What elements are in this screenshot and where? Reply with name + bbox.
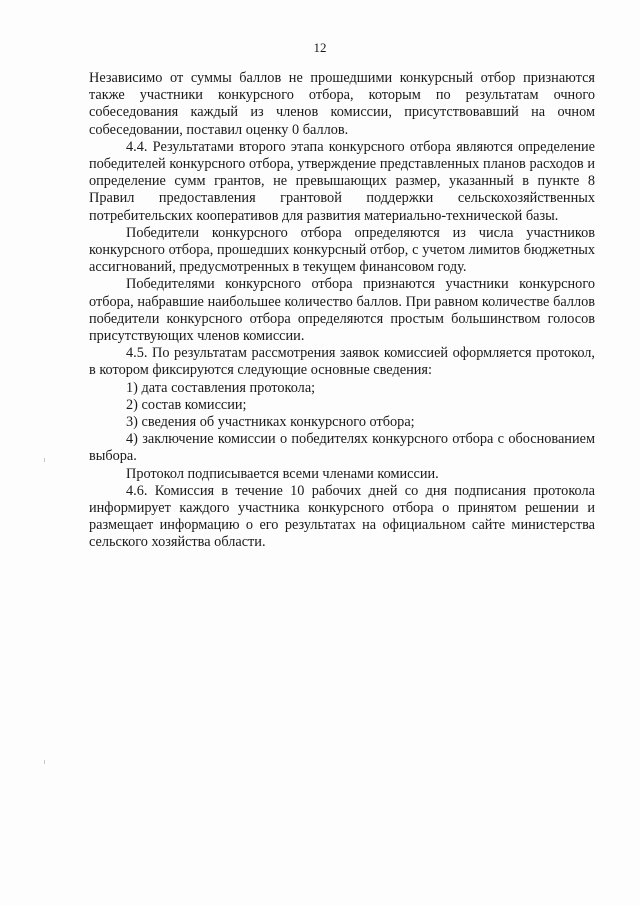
- list-item-commission-composition: 2) состав комиссии;: [126, 396, 247, 413]
- list-item-commission-conclusion: 4) заключение комиссии о победителях конкурсного отбора с обоснованием выбора.: [89, 431, 595, 465]
- page-number: 12: [313, 40, 327, 55]
- document-body: [89, 70, 595, 552]
- paragraph-protocol-signing: Протокол подписывается всеми членами комиссии.: [126, 465, 439, 482]
- list-item-participants-info: 3) сведения об участниках конкурсного отбора;: [126, 414, 415, 431]
- paragraph-1: Независимо от суммы баллов не прошедшими конкурсный отбор признаются также участники конкурсного отбора, которым по результатам очного собеседования каждый из членов комиссии, присутствовавший на очном собеседовании, поставил оценку 0 баллов.: [89, 70, 595, 138]
- scan-speck: [44, 458, 45, 462]
- paragraph-winners-recognition: Победителями конкурсного отбора признаются участники конкурсного отбора, набравшие наибольшее количество баллов. При равном количестве баллов победители конкурсного отбора определяются простым большинством голосов присутствующих членов комиссии.: [89, 276, 595, 345]
- paragraph-section-4-4: 4.4. Результатами второго этапа конкурсного отбора являются определение победителей конкурсного отбора, утверждение представленных планов расходов и определение сумм грантов, не превышающих размер, указанный в пункте 8 Правил предоставления грантовой поддержки сельскохозяйственных потребительских кооперативов для развития материально-технической базы.: [89, 138, 595, 224]
- list-item-protocol-date: 1) дата составления протокола;: [126, 379, 316, 396]
- paragraph-section-4-5: 4.5. По результатам рассмотрения заявок комиссией оформляется протокол, в котором фиксируются следующие основные сведения:: [89, 345, 595, 379]
- paragraph-section-4-6: 4.6. Комиссия в течение 10 рабочих дней со дня подписания протокола информирует каждого участника конкурсного отбора о принятом решении и размещает информацию о его результатах на официальном сайте министерства сельского хозяйства области.: [89, 482, 595, 551]
- scan-speck: [44, 760, 45, 764]
- paragraph-winners-determination: Победители конкурсного отбора определяются из числа участников конкурсного отбора, прошедших конкурсный отбор, с учетом лимитов бюджетных ассигнований, предусмотренных в текущем финансовом году.: [89, 224, 595, 276]
